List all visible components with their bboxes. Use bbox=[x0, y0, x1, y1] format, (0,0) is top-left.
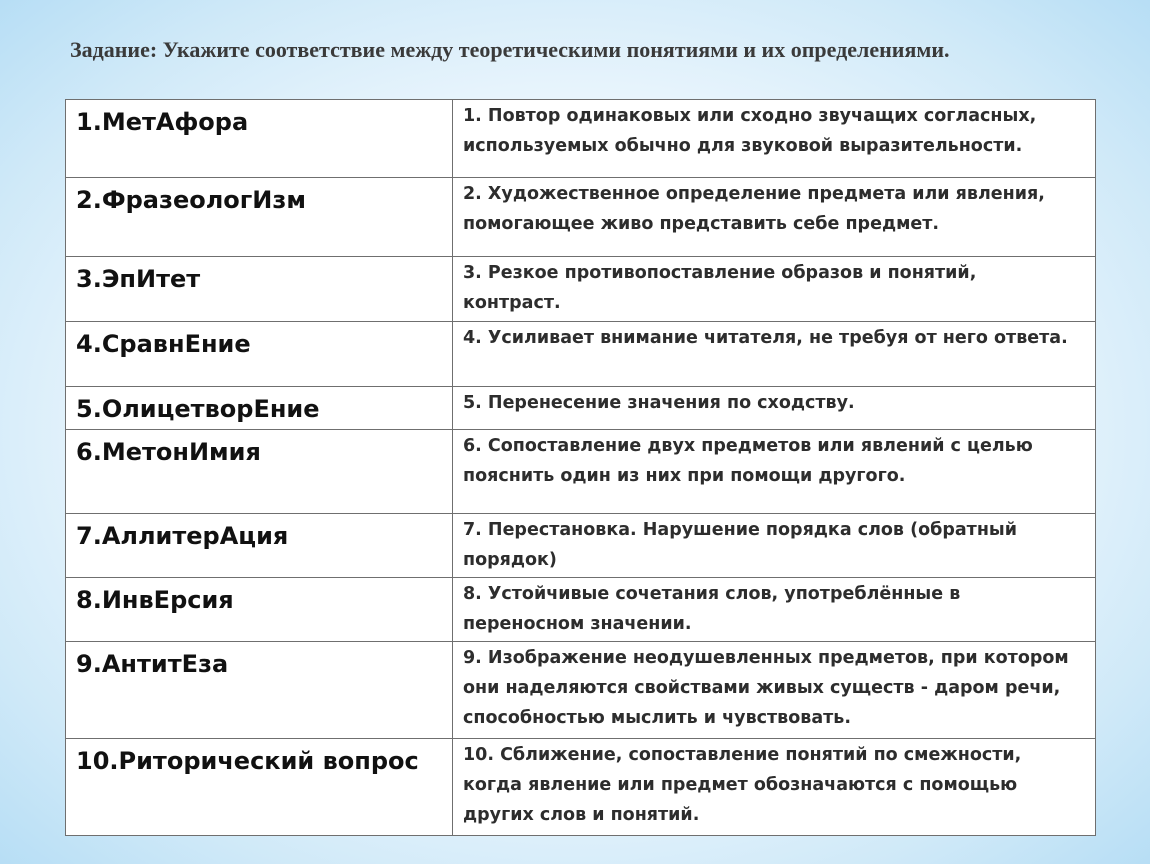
term-cell: 4.СравнЕние bbox=[66, 322, 453, 387]
term-cell: 8.ИнвЕрсия bbox=[66, 578, 453, 642]
definition-text: 8. Устойчивые сочетания слов, употреблённые в переносном значении. bbox=[463, 584, 961, 634]
term-cell: 7.АллитерАция bbox=[66, 514, 453, 578]
definition-text: 6. Сопоставление двух предметов или явлений с целью пояснить один из них при помощи другого. bbox=[463, 436, 1033, 486]
definition-cell bbox=[453, 387, 1096, 430]
definition-text: 7. Перестановка. Нарушение порядка слов (обратный порядок) bbox=[463, 520, 1017, 570]
definition-cell bbox=[453, 514, 1096, 578]
definition-text: 1. Повтор одинаковых или сходно звучащих согласных, используемых обычно для звуковой выразительности. bbox=[463, 106, 1037, 156]
table-row bbox=[66, 257, 1096, 322]
table-row bbox=[66, 100, 1096, 178]
definition-cell bbox=[453, 739, 1096, 836]
term-cell: 3.ЭпИтет bbox=[66, 257, 453, 322]
definition-cell bbox=[453, 322, 1096, 387]
table-row bbox=[66, 514, 1096, 578]
term-cell: 1.МетАфора bbox=[66, 100, 453, 178]
definition-cell bbox=[453, 178, 1096, 257]
task-heading: Задание: Укажите соответствие между теоретическими понятиями и их определениями. bbox=[70, 37, 950, 62]
term-cell: 9.АнтитЕза bbox=[66, 642, 453, 739]
table-row bbox=[66, 578, 1096, 642]
table-row bbox=[66, 178, 1096, 257]
term-cell: 2.ФразеологИзм bbox=[66, 178, 453, 257]
definition-text: 3. Резкое противопоставление образов и понятий, контраст. bbox=[463, 263, 977, 313]
definition-text: 4. Усиливает внимание читателя, не требуя от него ответа. bbox=[463, 328, 1068, 348]
table-row bbox=[66, 642, 1096, 739]
term-cell: 6.МетонИмия bbox=[66, 430, 453, 514]
table-row bbox=[66, 739, 1096, 836]
definition-cell bbox=[453, 578, 1096, 642]
definition-cell bbox=[453, 257, 1096, 322]
table-row bbox=[66, 322, 1096, 387]
definition-text: 5. Перенесение значения по сходству. bbox=[463, 393, 855, 413]
table-row bbox=[66, 387, 1096, 430]
definition-text: 2. Художественное определение предмета или явления, помогающее живо представить себе предмет. bbox=[463, 184, 1045, 234]
table-row bbox=[66, 430, 1096, 514]
definition-text: 9. Изображение неодушевленных предметов, при котором они наделяются свойствами живых существ - даром речи, способностью мыслить и чувствовать. bbox=[463, 648, 1069, 728]
term-cell: 10.Риторический вопрос bbox=[66, 739, 453, 836]
definition-text: 10. Сближение, сопоставление понятий по смежности, когда явление или предмет обозначаются с помощью других слов и понятий. bbox=[463, 745, 1022, 825]
definition-cell bbox=[453, 100, 1096, 178]
definition-cell bbox=[453, 430, 1096, 514]
term-cell: 5.ОлицетворЕние bbox=[66, 387, 453, 430]
definition-cell bbox=[453, 642, 1096, 739]
matching-table bbox=[65, 99, 1096, 836]
